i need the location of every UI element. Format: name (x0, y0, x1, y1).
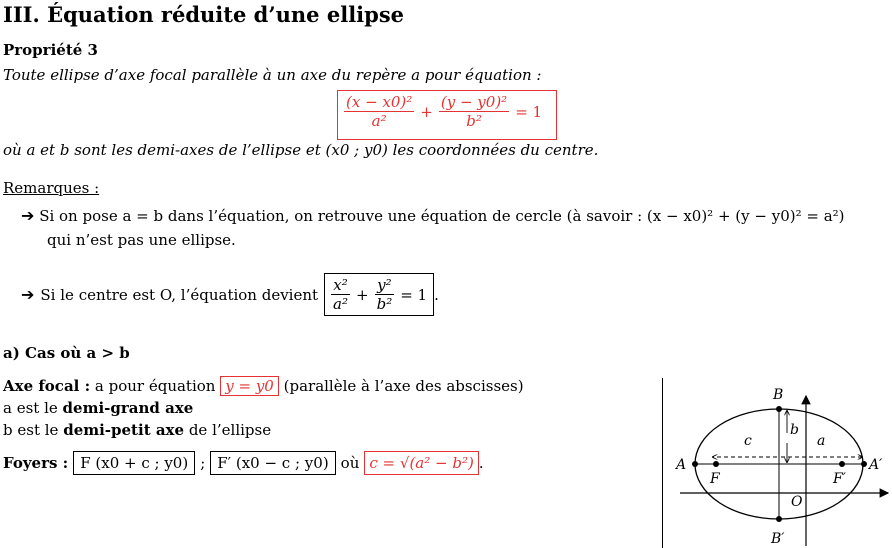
remark-2 (21, 273, 439, 316)
centered-x-denominator: a² (333, 295, 349, 313)
fraction-y-numerator: (y − y0)² (440, 93, 508, 111)
fraction-x-denominator: a² (344, 111, 414, 130)
equation-fraction-y (439, 93, 509, 130)
point-b-prime (776, 516, 782, 522)
centered-y-numerator: y² (377, 276, 392, 294)
centered-y-denominator: b² (376, 295, 393, 313)
centered-x-numerator: x² (333, 276, 348, 294)
axe-focal-note: (parallèle à l’axe des abscisses) (283, 377, 524, 395)
foyers-end: . (478, 454, 484, 472)
demi-petit-axe-suffix: de l’ellipse (188, 421, 272, 439)
label-f: F (710, 471, 720, 487)
foyers-ou: où (340, 454, 360, 472)
demi-petit-axe-line (3, 421, 271, 439)
label-a: A (676, 457, 687, 473)
remarks-title: Remarques : (3, 179, 100, 197)
label-b-prime: B′ (771, 531, 785, 547)
foyers-line (3, 451, 484, 475)
foyer-f-box: F (x0 + c ; y0) (73, 451, 195, 475)
label-a-prime: A′ (869, 457, 883, 473)
remark-2-text: Si le centre est O, l’équation devient (40, 285, 319, 304)
ellipse-equation-box (337, 90, 557, 140)
demi-grand-axe-line (3, 399, 193, 417)
property-statement: Toute ellipse d’axe focal parallèle à un axe du repère a pour équation : (3, 66, 542, 84)
property-heading: Propriété 3 (3, 41, 98, 59)
label-a-semi: a (817, 433, 826, 449)
label-f-prime: F′ (833, 471, 846, 487)
point-b (776, 406, 782, 412)
fraction-y-denominator: b² (439, 111, 509, 130)
demi-grand-axe-prefix: a est le (3, 399, 58, 417)
focus-f (713, 461, 719, 467)
fraction-x-numerator: (x − x0)² (346, 93, 413, 111)
label-b: B (773, 387, 784, 403)
equation-fraction-x (344, 93, 414, 130)
axe-focal-label: Axe focal : (3, 377, 91, 395)
centered-equation-box (324, 273, 434, 316)
remark-1 (21, 206, 845, 225)
remark-1-line-2: qui n’est pas une ellipse. (47, 231, 236, 249)
remark-1-line-1: Si on pose a = b dans l’équation, on retrouve une équation de cercle (à savoir : (x − x0)² + (y − y0)² = a²) (39, 207, 845, 225)
arrow-bullet-icon: ➔ (21, 285, 35, 304)
axe-focal-text: a pour équation (94, 377, 216, 395)
foyers-separator: ; (200, 454, 206, 472)
ellipse-figure (664, 378, 892, 548)
centered-rhs: = 1 (400, 285, 428, 304)
centered-fraction-y (375, 276, 395, 313)
axe-focal-equation-box: y = y0 (220, 376, 279, 396)
demi-petit-axe-prefix: b est le (3, 421, 59, 439)
property-where-text: où a et b sont les demi-axes de l’ellipse et (x0 ; y0) les coordonnées du centre. (3, 141, 599, 159)
page-title: III. Équation réduite d’une ellipse (3, 2, 405, 27)
foyers-label: Foyers : (3, 454, 69, 472)
c-formula-box: c = √(a² − b²) (364, 451, 478, 475)
demi-grand-axe-term: demi-grand axe (62, 399, 194, 417)
point-a (692, 461, 698, 467)
equation-rhs: = 1 (515, 102, 543, 121)
axe-focal-line (3, 376, 524, 396)
centered-plus: + (356, 285, 369, 304)
label-c: c (744, 433, 752, 449)
label-b-semi: b (790, 422, 799, 438)
point-a-prime (861, 461, 867, 467)
focus-f-prime (839, 461, 845, 467)
arrow-bullet-icon: ➔ (21, 206, 35, 225)
foyer-f-prime-box: F′ (x0 − c ; y0) (210, 451, 335, 475)
centered-fraction-x (331, 276, 350, 313)
vertical-separator (662, 378, 663, 548)
label-o: O (791, 494, 803, 510)
equation-plus: + (420, 102, 433, 121)
remark-2-end: . (434, 285, 439, 304)
demi-petit-axe-term: demi-petit axe (63, 421, 185, 439)
case-a-heading: a) Cas où a > b (3, 344, 130, 362)
